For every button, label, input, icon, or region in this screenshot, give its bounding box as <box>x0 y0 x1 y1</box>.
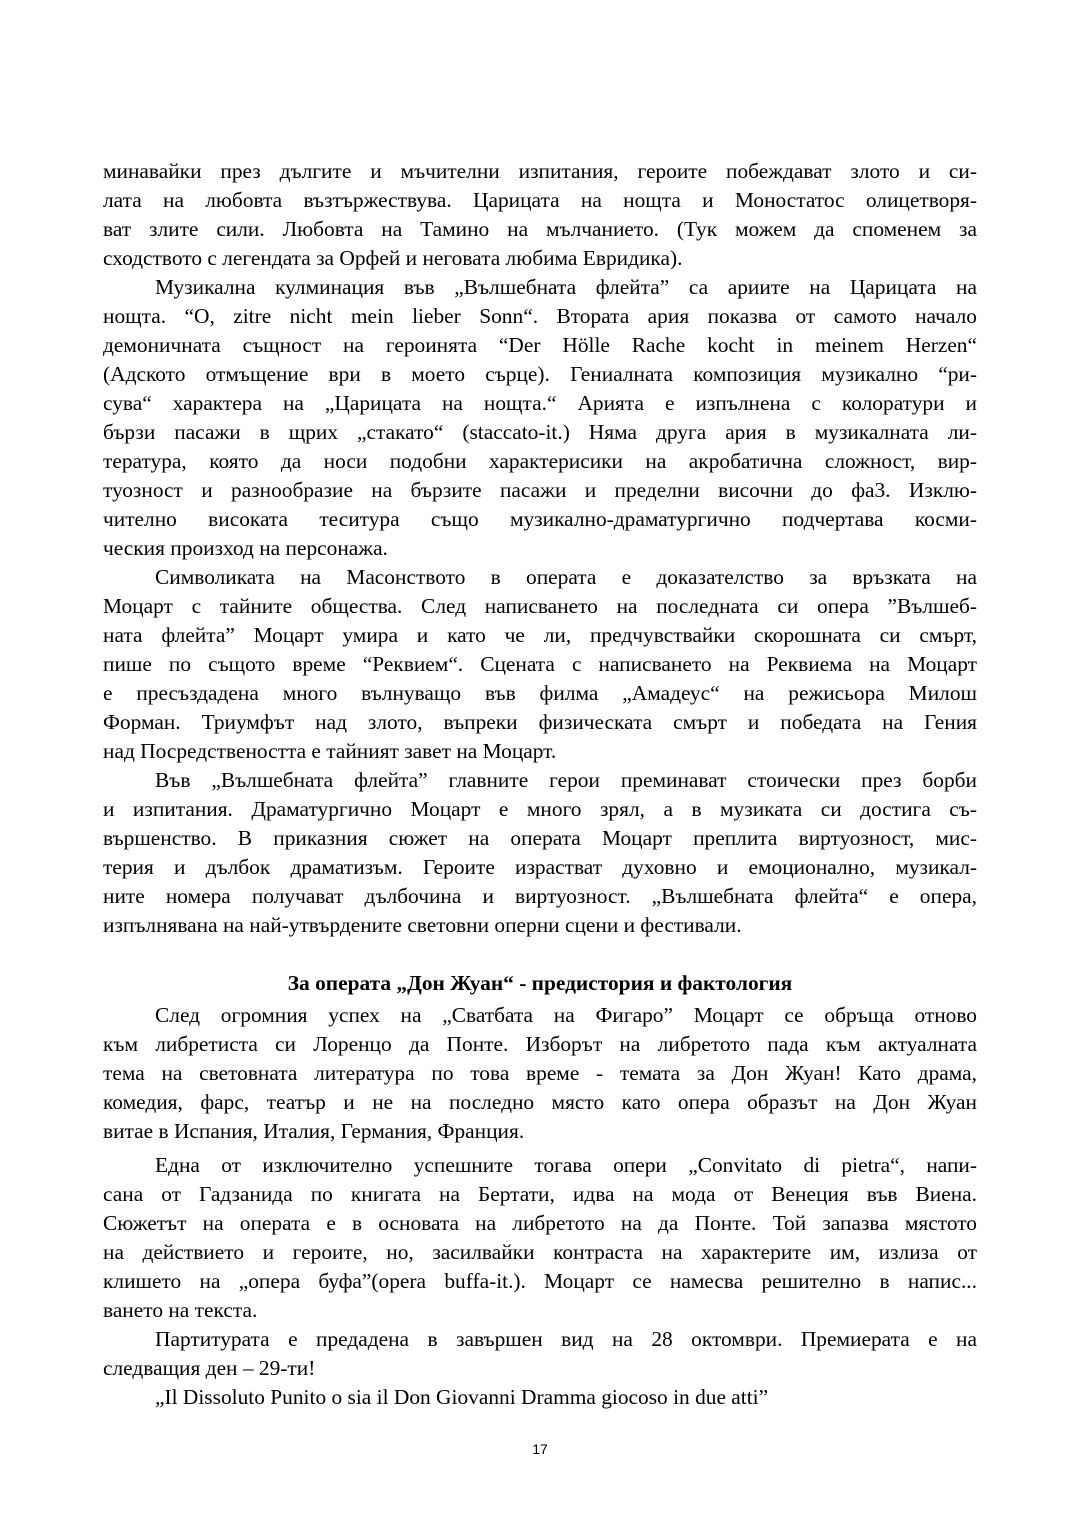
text-line: тература, която да носи подобни характерисики на акробатична сложност, вир- <box>103 449 977 473</box>
text-line: След огромния успех на „Сватбата на Фигаро” Моцарт се обръща отново <box>155 1003 977 1027</box>
text-line: витае в Испания, Италия, Германия, Франция. <box>103 1119 525 1143</box>
text-line: Във „Вълшебната флейта” главните герои преминават стоически през борби <box>155 768 977 792</box>
text-line: ческия произход на персонажа. <box>103 536 388 560</box>
text-line: сходството с легендата за Орфей и неговата любима Евридика). <box>103 246 683 270</box>
text-line: Моцарт с тайните общества. След написването на последната си опера ”Вълшеб- <box>103 594 977 618</box>
text-line: комедия, фарс, театър и не на последно място като опера образът на Дон Жуан <box>103 1090 977 1114</box>
text-line: бързи пасажи в щрих „стакато“ (staccato-it.) Няма друга ария в музикалната ли- <box>103 420 977 444</box>
text-line: вършенство. В приказния сюжет на операта Моцарт преплита виртуозност, мис- <box>103 826 977 850</box>
text-line: туозност и разнообразие на бързите пасажи и пределни височни до фа3. Изклю- <box>103 478 977 502</box>
text-line: на действието и героите, но, засилвайки контраста на характерите им, излиза от <box>103 1240 977 1264</box>
text-line: „Il Dissoluto Punito o sia il Don Giovanni Dramma giocoso in due atti” <box>155 1385 769 1409</box>
text-line: изпълнявана на най-утвърдените световни оперни сцени и фестивали. <box>103 913 742 937</box>
page-number: 17 <box>532 1441 548 1457</box>
text-line: сува“ характера на „Царицата на нощта.“ Арията е изпълнена с колоратури и <box>103 391 977 415</box>
text-line: ват злите сили. Любовта на Тамино на мълчанието. (Тук можем да споменем за <box>103 217 977 241</box>
section-heading: За операта „Дон Жуан“ - предистория и фактология <box>287 971 793 995</box>
text-line: сана от Гадзанида по книгата на Бертати, идва на мода от Венеция във Виена. <box>103 1182 977 1206</box>
text-line: Партитурата е предадена в завършен вид на 28 октомври. Премиерата е на <box>155 1327 977 1351</box>
text-line: Музикална кулминация във „Вълшебната флейта” са ариите на Царицата на <box>155 275 977 299</box>
text-line: Форман. Триумфът над злото, въпреки физическата смърт и победата на Гения <box>103 710 977 734</box>
text-line: минавайки през дългите и мъчителни изпитания, героите побеждават злото и си- <box>103 159 977 183</box>
text-line: Една от изключително успешните тогава опери „Convitato di pietra“, напи- <box>155 1153 977 1177</box>
text-line: ването на текста. <box>103 1298 258 1322</box>
text-line: Сюжетът на операта е в основата на либретото на да Понте. Той запазва мястото <box>103 1211 977 1235</box>
text-line: е пресъздадена много вълнуващо във филма „Амадеус“ на режисьора Милош <box>103 681 977 705</box>
text-line: пише по същото време “Реквием“. Сцената с написването на Реквиема на Моцарт <box>103 652 977 676</box>
text-line: Символиката на Масонството в операта е доказателство за връзката на <box>155 565 977 589</box>
text-line: демоничната същност на героинята “Der Hölle Rache kocht in meinem Herzen“ <box>103 333 977 357</box>
text-line: нощта. “O, zitre nicht mein lieber Sonn“. Втората ария показва от самото начало <box>103 304 977 328</box>
text-line: лата на любовта възтържествува. Царицата на нощта и Моностатос олицетворя- <box>103 188 977 212</box>
text-line: ните номера получават дълбочина и виртуозност. „Вълшебната флейта“ е опера, <box>103 884 977 908</box>
text-line: следващия ден – 29-ти! <box>103 1356 316 1380</box>
text-line: чително високата теситура също музикално-драматургично подчертава косми- <box>103 507 977 531</box>
text-line: и изпитания. Драматургично Моцарт е много зрял, а в музиката си достига съ- <box>103 797 977 821</box>
text-line: терия и дълбок драматизъм. Героите израстват духовно и емоционално, музикал- <box>103 855 977 879</box>
text-line: клишето на „опера буфа”(opera buffa-it.). Моцарт се намесва решително в напис... <box>103 1269 977 1293</box>
text-line: над Посредствеността е тайният завет на Моцарт. <box>103 739 557 763</box>
text-line: (Адското отмъщение ври в моето сърце). Гениалната композиция музикално “ри- <box>103 362 977 386</box>
text-line: тема на световната литература по това време - темата за Дон Жуан! Като драма, <box>103 1061 977 1085</box>
text-line: ната флейта” Моцарт умира и като че ли, предчувствайки скорошната си смърт, <box>103 623 977 647</box>
text-line: към либретиста си Лоренцо да Понте. Изборът на либретото пада към актуалната <box>103 1032 977 1056</box>
